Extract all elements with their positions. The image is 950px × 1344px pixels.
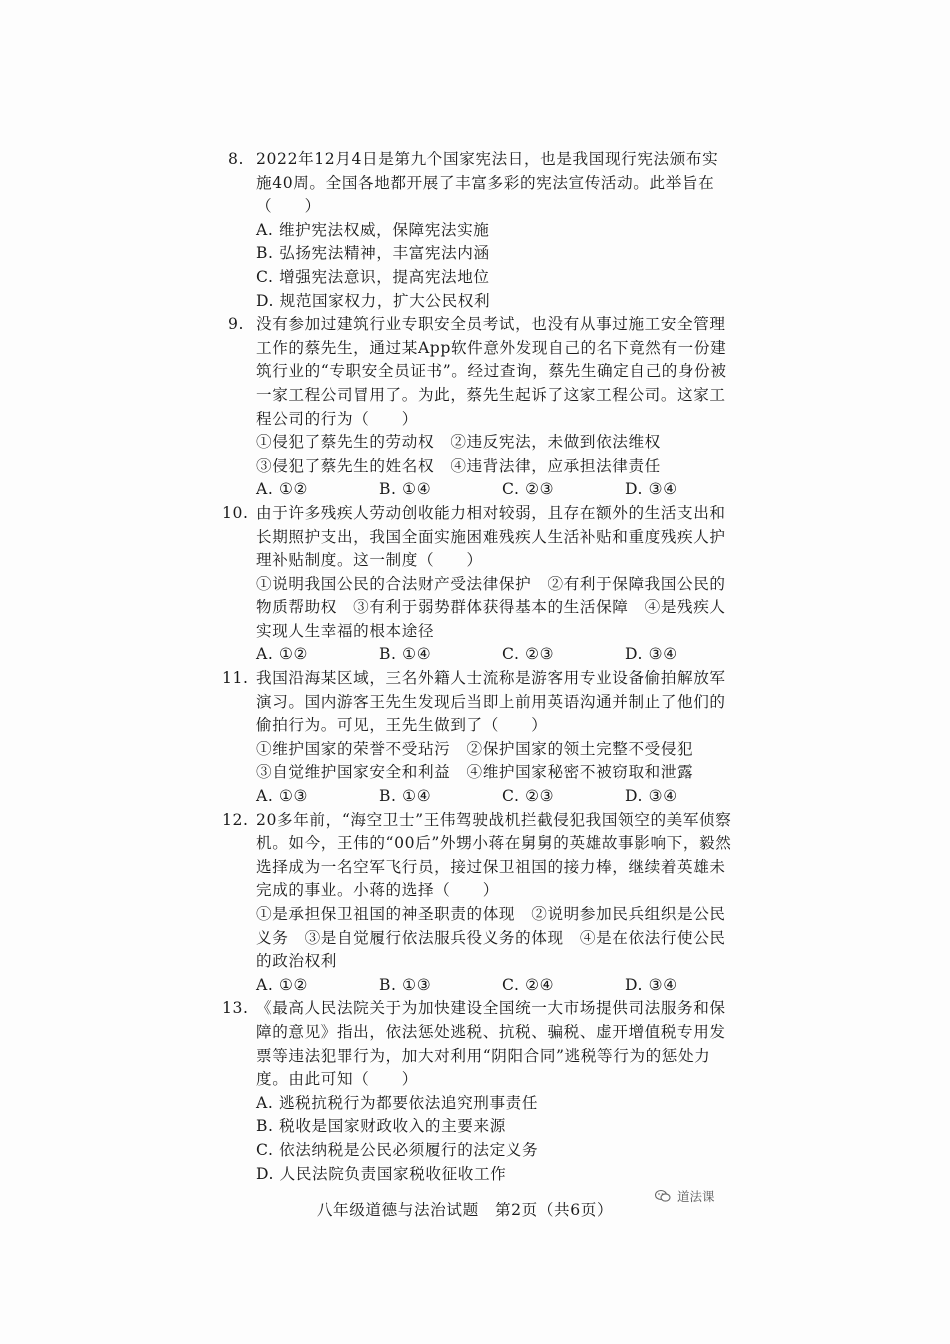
question-8 (228, 148, 733, 313)
choice-a: A. ①② (256, 480, 309, 499)
question-stem (222, 502, 733, 573)
choice-row (228, 785, 733, 809)
question-13 (222, 997, 733, 1186)
option-c: C. 增强宪法意识，提高宪法地位 (256, 267, 490, 286)
choice-b: B. ①③ (379, 975, 432, 994)
question-stem (222, 997, 733, 1091)
choice-d: D. ③④ (625, 975, 678, 994)
option-d: D. 规范国家权力，扩大公民权利 (256, 291, 491, 310)
question-12 (222, 809, 733, 998)
question-number: 8. (228, 150, 245, 168)
question-9 (228, 313, 733, 502)
choice-b: B. ①④ (379, 645, 432, 664)
choice-a: A. ①③ (256, 787, 309, 806)
choice-a: A. ①② (256, 645, 309, 664)
choice-c: C. ②③ (502, 787, 555, 806)
option-a: A. 维护宪法权威，保障宪法实施 (256, 220, 490, 239)
option-a: A. 逃税抗税行为都要依法追究刑事责任 (256, 1093, 539, 1112)
question-text: 由于许多残疾人劳动创收能力相对较弱，且存在额外的生活支出和长期照护支出，我国全面实施困难残疾人生活补贴和重度残疾人护理补贴制度。这一制度（ ） (256, 503, 726, 570)
statement-line: ①侵犯了蔡先生的劳动权 ②违反宪法，未做到依法维权 (256, 433, 661, 452)
statement-line: ①说明我国公民的合法财产受法律保护 ②有利于保障我国公民的物质帮助权 ③有利于弱势群体获得基本的生活保障 ④是残疾人实现人生幸福的根本途径 (256, 574, 726, 640)
choice-row (228, 478, 733, 502)
question-number: 13. (222, 999, 249, 1018)
question-text: 我国沿海某区域，三名外籍人士流称是游客用专业设备偷拍解放军演习。国内游客王先生发现后当即上前用英语沟通并制止了他们的偷拍行为。可见，王先生做到了（ ） (256, 669, 726, 735)
option-b: B. 税收是国家财政收入的主要来源 (256, 1117, 506, 1136)
choice-c: C. ②③ (502, 645, 555, 664)
watermark-text: 道法课 (677, 1189, 715, 1204)
question-stem (228, 148, 733, 219)
choice-d: D. ③④ (625, 645, 678, 664)
choice-row (228, 643, 733, 667)
statement-line: ③侵犯了蔡先生的姓名权 ④违背法律，应承担法律责任 (256, 456, 661, 475)
choice-c: C. ②④ (502, 975, 555, 994)
choice-b: B. ①④ (379, 480, 432, 499)
choice-d: D. ③④ (625, 480, 678, 499)
question-stem (222, 667, 733, 738)
choice-d: D. ③④ (625, 787, 678, 806)
question-text: 20多年前，“海空卫士”王伟驾驶战机拦截侵犯我国领空的美军侦察机。如今，王伟的“00后”外甥小蒋在舅舅的英雄故事影响下，毅然选择成为一名空军飞行员，接过保卫祖国的接力棒，继续着英雄未完成的事业。小蒋的选择（ ） (256, 810, 732, 900)
option-d: D. 人民法院负责国家税收征收工作 (256, 1164, 507, 1183)
statement-line: ③自觉维护国家安全和利益 ④维护国家秘密不被窃取和泄露 (256, 763, 694, 782)
question-list (222, 148, 733, 1186)
question-stem (228, 313, 733, 431)
statement-line: ①是承担保卫祖国的神圣职责的体现 ②说明参加民兵组织是公民义务 ③是自觉履行依法服兵役义务的体现 ④是在依法行使公民的政治权利 (256, 905, 726, 971)
question-number: 9. (228, 315, 245, 334)
question-stem (222, 809, 733, 903)
footer-text: 八年级道德与法治试题 第2页（共6页） (316, 1201, 614, 1219)
question-10 (222, 502, 733, 667)
question-11 (222, 667, 733, 809)
choice-b: B. ①④ (379, 787, 432, 806)
question-number: 10. (222, 503, 249, 522)
question-text: 没有参加过建筑行业专职安全员考试，也没有从事过施工安全管理工作的蔡先生，通过某App软件意外发现自己的名下竟然有一份建筑行业的“专职安全员证书”。经过查询，蔡先生确定自己的身份被一家工程公司冒用了。为此，蔡先生起诉了这家工程公司。这家工程公司的行为（ ） (256, 315, 727, 428)
question-text: 《最高人民法院关于为加快建设全国统一大市场提供司法服务和保障的意见》指出，依法惩处逃税、抗税、骗税、虚开增值税专用发票等违法犯罪行为，加大对利用“阴阳合同”逃税等行为的惩处力度。由此可知（ ） (256, 999, 726, 1089)
page-footer (0, 1198, 950, 1220)
question-number: 12. (222, 810, 249, 829)
question-number: 11. (222, 669, 249, 688)
choice-c: C. ②③ (502, 480, 555, 499)
option-b: B. 弘扬宪法精神，丰富宪法内涵 (256, 244, 490, 263)
choice-a: A. ①② (256, 975, 309, 994)
question-text: 2022年12月4日是第九个国家宪法日，也是我国现行宪法颁布实施40周。全国各地都开展了丰富多彩的宪法宣传活动。此举旨在（ ） (256, 150, 719, 216)
statement-line: ①维护国家的荣誉不受玷污 ②保护国家的领土完整不受侵犯 (256, 739, 694, 758)
option-c: C. 依法纳税是公民必须履行的法定义务 (256, 1140, 539, 1159)
choice-row (228, 974, 733, 998)
